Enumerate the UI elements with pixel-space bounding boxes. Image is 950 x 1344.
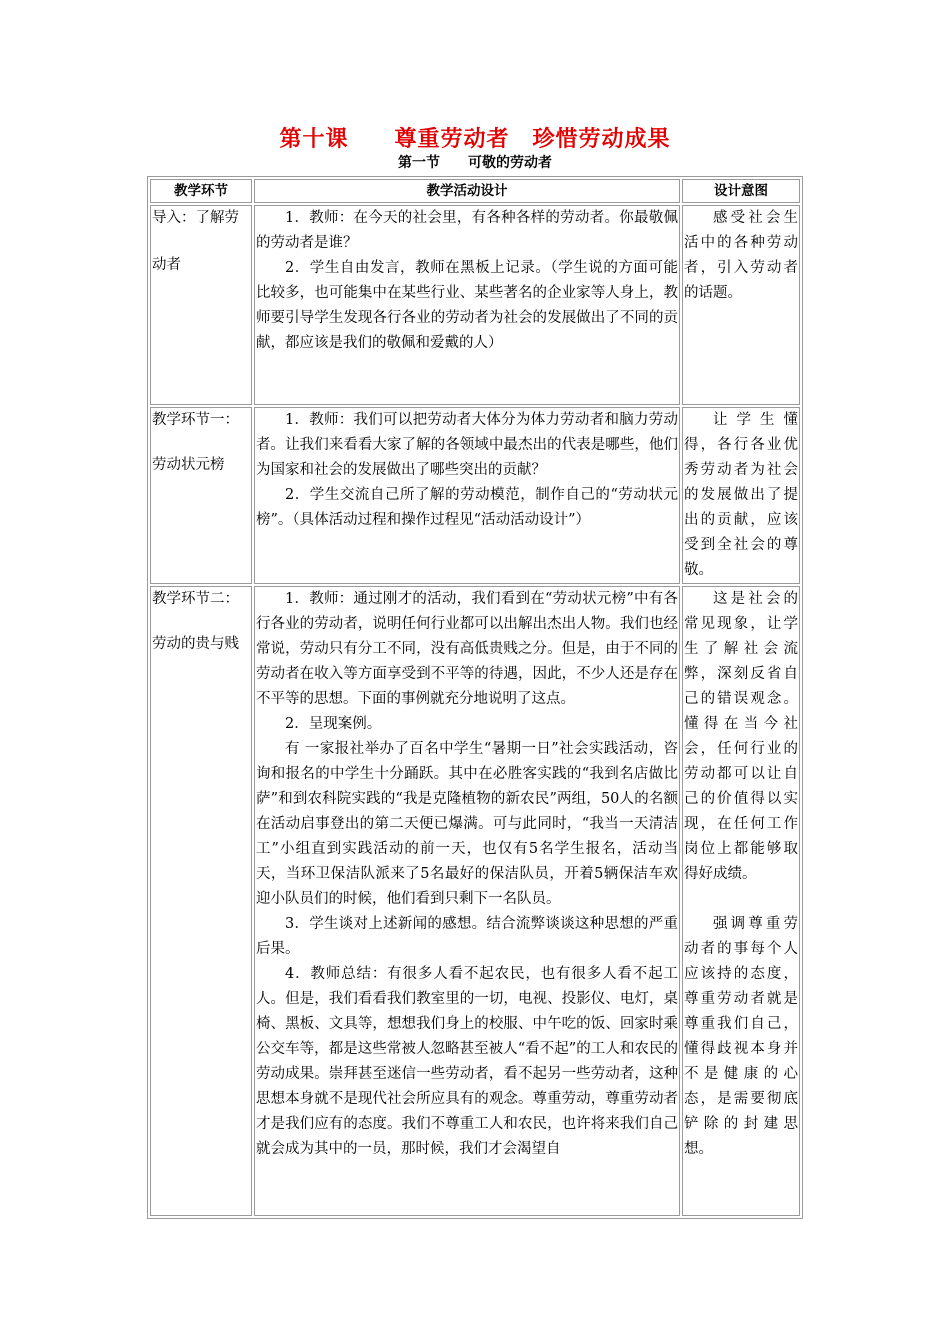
activity-cell [254,407,680,584]
table-row [150,205,800,405]
stage-label: 教学环节二： [152,591,239,607]
activity-paragraph: 有 一家报社举办了百名中学生“暑期一日”社会实践活动，咨询和报名的中学生十分踊跃。其中在必胜客实践的“我到名店做比萨”和到农科院实践的“我是克隆植物的新农民”两组，50人的名额在活动启事登出的第二天便已爆满。可与此同时，“我当一天清洁工”小组直到实践活动的前一天，也仅有5名学生报名，活动当天，当环卫保洁队派来了5名最好的保洁队员，开着5辆保洁车欢迎小队员们的时候，他们看到只剩下一名队员。 [256,741,678,907]
intent-cell [682,407,800,584]
lesson-title: 第十课 尊重劳动者 珍惜劳动成果 [279,127,671,152]
activity-paragraph: 2．学生交流自己所了解的劳动模范，制作自己的“劳动状元榜”。（具体活动过程和操作过程见“活动活动设计”） [256,487,678,528]
stage-cell [150,407,252,584]
stage-label: 导入：了解劳 [152,210,239,226]
lesson-plan-table [147,176,803,1219]
intent-paragraph: 感受社会生活中的各种劳动者，引入劳动者的话题。 [684,210,798,301]
activity-paragraph: 2．学生自由发言，教师在黑板上记录。（学生说的方面可能比较多，也可能集中在某些行业、某些著名的企业家等人身上，教师要引导学生发现各行各业的劳动者为社会的发展做出了不同的贡献，都应该是我们的敬佩和爱戴的人） [256,260,678,351]
stage-label: 劳动状元榜 [152,457,225,473]
stage-cell [150,205,252,405]
activity-paragraph: 1．教师：在今天的社会里，有各种各样的劳动者。你最敬佩的劳动者是谁？ [256,210,678,251]
activity-paragraph: 3．学生谈对上述新闻的感想。结合流弊谈谈这种思想的严重后果。 [256,916,678,957]
intent-paragraph: 让学生懂得，各行各业优秀劳动者为社会的发展做出了提出的贡献，应该受到全社会的尊敬。 [684,412,798,578]
stage-label: 教学环节一： [152,412,239,428]
table-header-row [150,179,800,203]
header-intent: 设计意图 [682,179,800,203]
activity-paragraph: 1．教师：我们可以把劳动者大体分为体力劳动者和脑力劳动者。让我们来看看大家了解的各领域中最杰出的代表是哪些，他们为国家和社会的发展做出了哪些突出的贡献？ [256,412,678,478]
intent-paragraph: 这是社会的常见现象，让学生了解社会流弊，深刻反省自己的错误观念。懂得在当今社会，任何行业的劳动都可以让自己的价值得以实现，在任何工作岗位上都能够取得好成绩。 [684,591,798,882]
activity-cell [254,205,680,405]
section-subtitle: 第一节 可敬的劳动者 [398,155,552,171]
stage-label: 动者 [152,257,181,273]
table-row [150,586,800,1216]
stage-label: 劳动的贵与贱 [152,636,239,652]
activity-paragraph: 1．教师：通过刚才的活动，我们看到在“劳动状元榜”中有各行各业的劳动者，说明任何行业都可以出解出杰出人物。我们也经常说，劳动只有分工不同，没有高低贵贱之分。但是，由于不同的劳动者在收入等方面享受到不平等的待遇，因此，不少人还是存在不平等的思想。下面的事例就充分地说明了这点。 [256,591,678,707]
activity-paragraph: 2．呈现案例。 [285,716,382,732]
header-stage: 教学环节 [150,179,252,203]
stage-cell [150,586,252,1216]
intent-cell [682,205,800,405]
activity-paragraph: 4．教师总结：有很多人看不起农民，也有很多人看不起工人。但是，我们看看我们教室里的一切，电视、投影仪、电灯，桌椅、黑板、文具等，想想我们身上的校服、中午吃的饭、回家时乘公交车等，都是这些常被人忽略甚至被人“看不起”的工人和农民的劳动成果。崇拜甚至迷信一些劳动者，看不起另一些劳动者，这种思想本身就不是现代社会所应具有的观念。尊重劳动，尊重劳动者才是我们应有的态度。我们不尊重工人和农民，也许将来我们自己就会成为其中的一员，那时候，我们才会渴望自 [256,966,678,1157]
intent-cell [682,586,800,1216]
table-row [150,407,800,584]
intent-paragraph: 强调尊重劳动者的事每个人应该持的态度，尊重劳动者就是尊重我们自己，懂得歧视本身并不是健康的心态，是需要彻底铲除的封建思想。 [684,916,798,1157]
activity-cell [254,586,680,1216]
header-activity: 教学活动设计 [254,179,680,203]
